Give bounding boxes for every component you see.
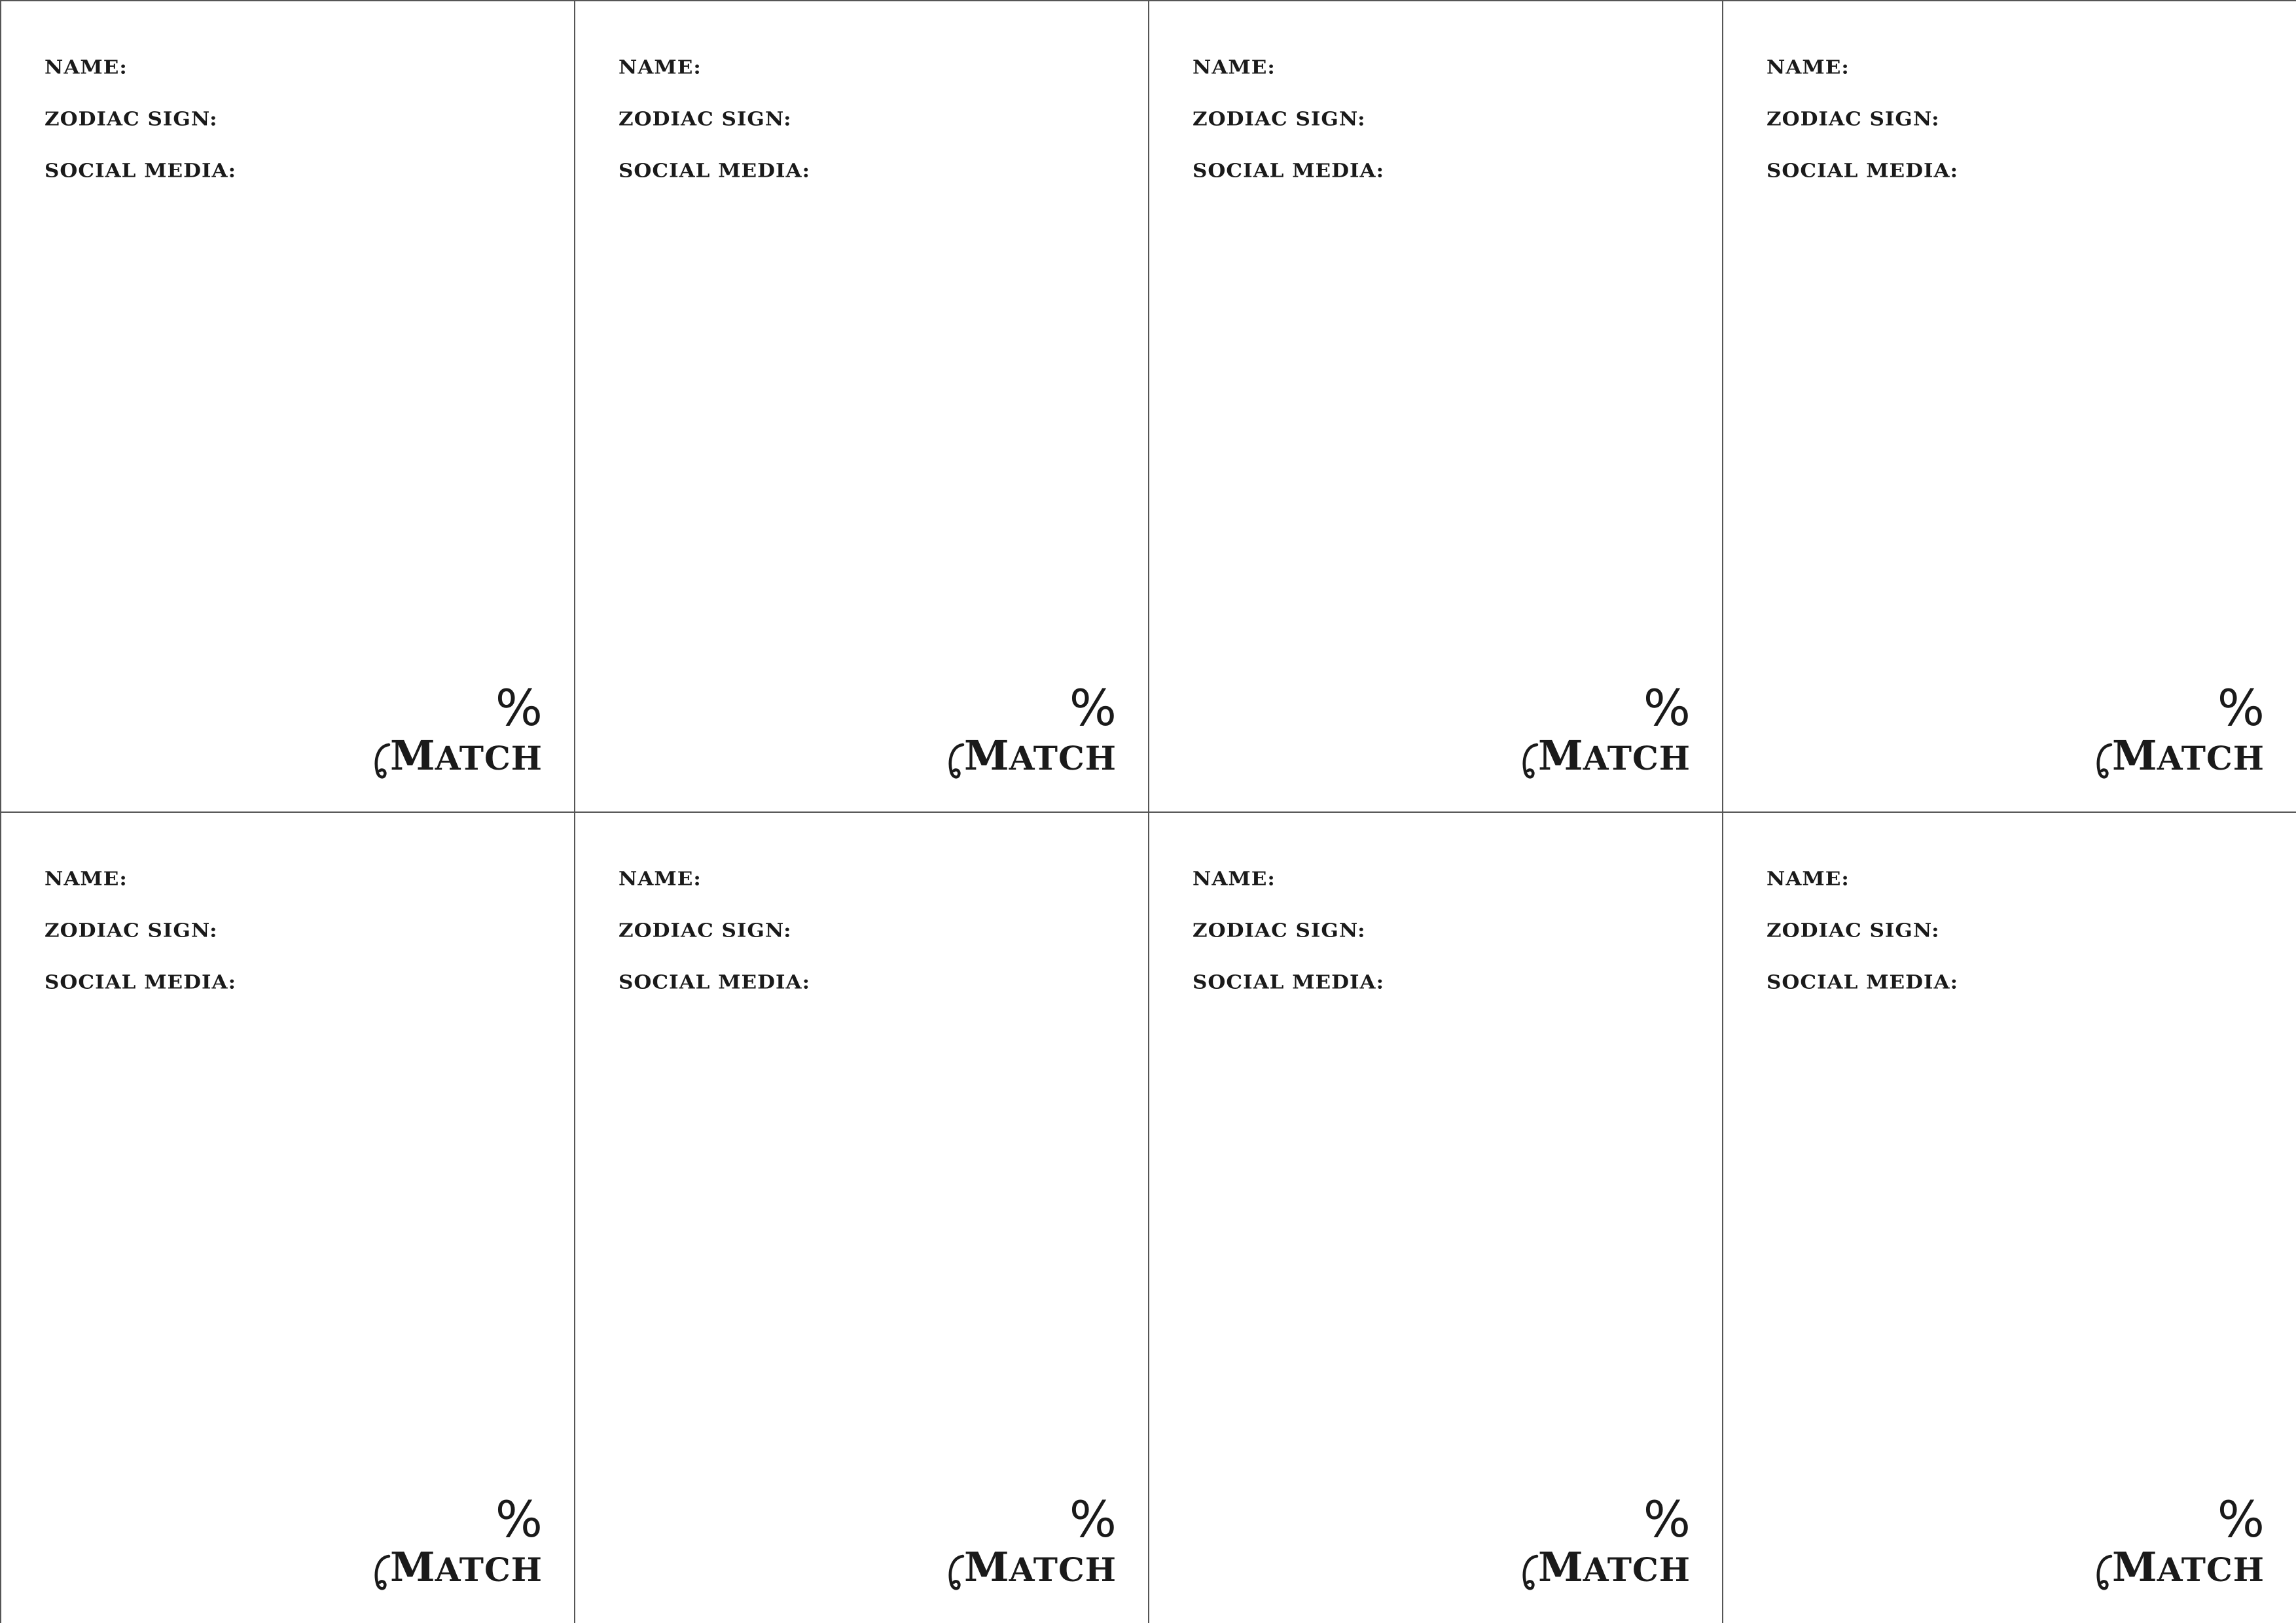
match-label (946, 1544, 1117, 1593)
social-media-label: SOCIAL MEDIA: (1767, 160, 1959, 182)
percent-sign: % (1643, 1490, 1691, 1548)
match-rest: ATCH (1009, 739, 1117, 777)
card-fields (1767, 55, 1958, 210)
percent-sign: % (1643, 679, 1691, 737)
match-initial: M (390, 732, 435, 779)
zodiac-sign-label: ZODIAC SIGN: (619, 919, 792, 942)
percent-sign: % (495, 679, 543, 737)
match-badge (1538, 1490, 1691, 1593)
match-card (1722, 812, 2296, 1623)
match-badge (2112, 679, 2265, 781)
match-card (0, 0, 574, 812)
social-media-label: SOCIAL MEDIA: (1193, 971, 1385, 993)
match-card (1722, 0, 2296, 812)
match-rest: ATCH (2157, 739, 2265, 777)
card-fields (1193, 55, 1384, 210)
social-media-label: SOCIAL MEDIA: (45, 971, 237, 993)
match-label (372, 733, 543, 781)
name-label: NAME: (619, 868, 702, 890)
zodiac-sign-label: ZODIAC SIGN: (1193, 919, 1366, 942)
name-label: NAME: (1193, 868, 1276, 890)
match-card (1148, 0, 1722, 812)
match-badge (964, 679, 1117, 781)
zodiac-sign-label: ZODIAC SIGN: (1767, 108, 1940, 130)
card-fields (619, 866, 810, 1022)
match-initial: M (964, 732, 1009, 779)
swash-flourish-icon (946, 1547, 965, 1593)
match-label (2094, 1544, 2265, 1593)
percent-sign: % (1069, 679, 1117, 737)
social-media-label: SOCIAL MEDIA: (619, 160, 811, 182)
match-initial: M (2112, 1543, 2157, 1591)
card-fields (45, 866, 236, 1022)
zodiac-sign-label: ZODIAC SIGN: (45, 919, 218, 942)
match-card (0, 812, 574, 1623)
name-label: NAME: (1193, 56, 1276, 79)
match-label (1520, 1544, 1691, 1593)
card-fields (1193, 866, 1384, 1022)
swash-flourish-icon (2094, 1547, 2113, 1593)
swash-flourish-icon (946, 736, 965, 781)
match-badge (390, 679, 543, 781)
match-badge (2112, 1490, 2265, 1593)
social-media-label: SOCIAL MEDIA: (1767, 971, 1959, 993)
percent-sign: % (2217, 1490, 2265, 1548)
match-label (2094, 733, 2265, 781)
zodiac-sign-label: ZODIAC SIGN: (45, 108, 218, 130)
percent-sign: % (2217, 679, 2265, 737)
match-rest: ATCH (2157, 1550, 2265, 1589)
match-card (1148, 812, 1722, 1623)
match-badge (1538, 679, 1691, 781)
name-label: NAME: (1767, 868, 1850, 890)
social-media-label: SOCIAL MEDIA: (45, 160, 237, 182)
match-label (1520, 733, 1691, 781)
match-rest: ATCH (435, 1550, 543, 1589)
zodiac-sign-label: ZODIAC SIGN: (1767, 919, 1940, 942)
match-rest: ATCH (435, 739, 543, 777)
zodiac-sign-label: ZODIAC SIGN: (619, 108, 792, 130)
zodiac-sign-label: ZODIAC SIGN: (1193, 108, 1366, 130)
match-card (574, 0, 1148, 812)
social-media-label: SOCIAL MEDIA: (619, 971, 811, 993)
match-rest: ATCH (1009, 1550, 1117, 1589)
match-rest: ATCH (1583, 739, 1691, 777)
social-media-label: SOCIAL MEDIA: (1193, 160, 1385, 182)
name-label: NAME: (45, 56, 128, 79)
percent-sign: % (495, 1490, 543, 1548)
swash-flourish-icon (1520, 1547, 1539, 1593)
match-initial: M (1538, 1543, 1583, 1591)
match-badge (390, 1490, 543, 1593)
match-initial: M (1538, 732, 1583, 779)
name-label: NAME: (45, 868, 128, 890)
percent-sign: % (1069, 1490, 1117, 1548)
match-rest: ATCH (1583, 1550, 1691, 1589)
match-initial: M (2112, 732, 2157, 779)
card-fields (619, 55, 810, 210)
match-initial: M (964, 1543, 1009, 1591)
swash-flourish-icon (2094, 736, 2113, 781)
match-label (946, 733, 1117, 781)
swash-flourish-icon (372, 1547, 391, 1593)
match-label (372, 1544, 543, 1593)
card-fields (45, 55, 236, 210)
name-label: NAME: (619, 56, 702, 79)
match-card (574, 812, 1148, 1623)
swash-flourish-icon (372, 736, 391, 781)
swash-flourish-icon (1520, 736, 1539, 781)
match-badge (964, 1490, 1117, 1593)
name-label: NAME: (1767, 56, 1850, 79)
match-initial: M (390, 1543, 435, 1591)
card-fields (1767, 866, 1958, 1022)
